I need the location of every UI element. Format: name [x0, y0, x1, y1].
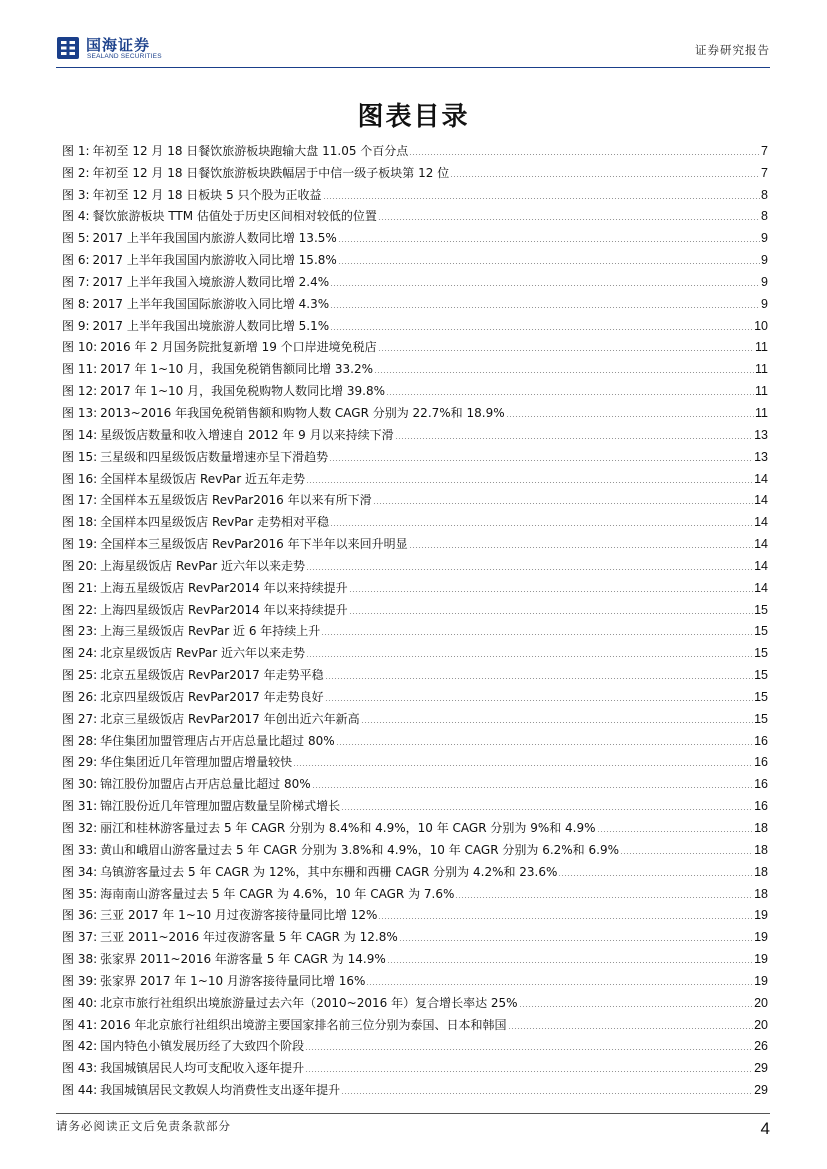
toc-figure-caption: 上海三星级饭店 RevPar 近 6 年持续上升	[100, 624, 321, 639]
toc-page-number: 9	[761, 296, 768, 311]
toc-figure-caption: 上海星级饭店 RevPar 近六年以来走势	[100, 558, 306, 573]
toc-entry[interactable]	[62, 333, 768, 355]
toc-figure-caption: 2017 上半年我国国内旅游人数同比增 13.5%	[92, 231, 337, 246]
toc-entry[interactable]	[62, 791, 768, 813]
toc-dot-leader	[325, 678, 754, 679]
toc-entry[interactable]	[62, 245, 768, 267]
toc-page-number: 26	[754, 1039, 768, 1054]
toc-page-number: 18	[754, 864, 768, 879]
toc-dot-leader	[620, 853, 753, 854]
toc-figure-label: 图 27:	[62, 711, 98, 726]
toc-entry[interactable]	[62, 901, 768, 923]
toc-dot-leader	[336, 744, 753, 745]
toc-entry[interactable]	[62, 529, 768, 551]
toc-dot-leader	[349, 591, 754, 592]
toc-entry[interactable]	[62, 289, 768, 311]
toc-entry[interactable]	[62, 704, 768, 726]
toc-figure-caption: 三星级和四星级饭店数量增速亦呈下滑趋势	[100, 449, 329, 464]
toc-dot-leader	[399, 940, 753, 941]
toc-entry[interactable]	[62, 988, 768, 1010]
toc-page-number: 19	[754, 930, 768, 945]
toc-figure-label: 图 43:	[62, 1061, 98, 1076]
toc-page-number: 7	[761, 143, 768, 158]
toc-entry[interactable]	[62, 223, 768, 245]
toc-entry[interactable]	[62, 158, 768, 180]
toc-figure-label: 图 42:	[62, 1039, 98, 1054]
logo-text-en: SEALAND SECURITIES	[87, 53, 162, 60]
toc-entry[interactable]	[62, 769, 768, 791]
toc-dot-leader	[409, 547, 754, 548]
toc-entry[interactable]	[62, 660, 768, 682]
toc-dot-leader	[338, 241, 760, 242]
toc-entry[interactable]	[62, 180, 768, 202]
toc-figure-caption: 海南南山游客量过去 5 年 CAGR 为 4.6%，10 年 CAGR 为 7.6%	[100, 886, 455, 901]
toc-page-number: 10	[754, 318, 768, 333]
toc-dot-leader	[330, 329, 753, 330]
page-title: 图表目录	[357, 102, 470, 132]
toc-entry[interactable]	[62, 595, 768, 617]
toc-figure-label: 图 30:	[62, 777, 98, 792]
toc-page-number: 15	[754, 602, 768, 617]
toc-figure-caption: 2013~2016 年我国免税销售额和购物人数 CAGR 分别为 22.7%和 18.9%	[100, 405, 505, 420]
toc-page-number: 19	[754, 908, 768, 923]
toc-dot-leader	[373, 503, 754, 504]
toc-page-number: 8	[761, 187, 768, 202]
toc-page-number: 20	[754, 995, 768, 1010]
toc-entry[interactable]	[62, 748, 768, 770]
toc-dot-leader	[306, 569, 753, 570]
toc-page-number: 9	[761, 253, 768, 268]
toc-figure-caption: 华住集团近几年管理加盟店增量较快	[100, 755, 293, 770]
toc-figure-label: 图 37:	[62, 930, 98, 945]
toc-figure-label: 图 15:	[62, 449, 98, 464]
report-type-label: 证券研究报告	[695, 43, 770, 57]
logo-text-cn: 国海证券	[86, 36, 151, 54]
toc-entry[interactable]	[62, 464, 768, 486]
toc-figure-label: 图 18:	[62, 515, 98, 530]
toc-figure-label: 图 10:	[62, 340, 98, 355]
toc-figure-caption: 年初至 12 月 18 日餐饮旅游板块跑输大盘 11.05 个百分点	[92, 143, 409, 158]
toc-figure-caption: 乌镇游客量过去 5 年 CAGR 为 12%，其中东栅和西栅 CAGR 分别为 4.2%和 23.6%	[100, 864, 558, 879]
toc-page-number: 15	[754, 668, 768, 683]
toc-figure-caption: 三亚 2011~2016 年过夜游客量 5 年 CAGR 为 12.8%	[100, 930, 398, 945]
toc-page-number: 9	[761, 274, 768, 289]
toc-figure-caption: 2017 上半年我国国际旅游收入同比增 4.3%	[92, 296, 330, 311]
toc-figure-caption: 丽江和桂林游客量过去 5 年 CAGR 分别为 8.4%和 4.9%，10 年 CAGR 分别为 9%和 4.9%	[100, 821, 596, 835]
toc-dot-leader	[361, 722, 754, 723]
toc-figure-caption: 年初至 12 月 18 日餐饮旅游板块跌幅居于中信一级子板块第 12 位	[92, 165, 450, 180]
toc-dot-leader	[387, 962, 753, 963]
toc-dot-leader	[519, 1006, 754, 1007]
toc-figure-caption: 张家界 2017 年 1~10 月游客接待量同比增 16%	[100, 973, 366, 988]
toc-entry[interactable]	[62, 1053, 768, 1075]
toc-page-number: 19	[754, 952, 768, 967]
toc-dot-leader	[378, 350, 754, 351]
toc-entry[interactable]	[62, 376, 768, 398]
toc-figure-label: 图 14:	[62, 427, 98, 442]
toc-figure-caption: 上海五星级饭店 RevPar2014 年以来持续提升	[100, 580, 348, 595]
toc-page-number: 14	[754, 493, 768, 508]
toc-dot-leader	[450, 176, 760, 177]
page-number: 4	[760, 1119, 770, 1138]
toc-figure-caption: 北京市旅行社组织出境旅游量过去六年（2010~2016 年）复合增长率达 25%	[100, 995, 518, 1010]
toc-figure-caption: 三亚 2017 年 1~10 月过夜游客接待量同比增 12%	[100, 908, 378, 923]
toc-page-number: 8	[761, 209, 768, 224]
toc-dot-leader	[329, 460, 753, 461]
toc-figure-caption: 华住集团加盟管理店占开店总量比超过 80%	[100, 733, 335, 748]
toc-figure-label: 图 34:	[62, 864, 98, 879]
toc-entry[interactable]	[62, 682, 768, 704]
toc-dot-leader	[330, 307, 760, 308]
toc-page-number: 13	[754, 449, 768, 464]
toc-dot-leader	[349, 613, 754, 614]
toc-entry[interactable]	[62, 1032, 768, 1054]
toc-page-number: 16	[754, 733, 768, 748]
toc-figure-label: 图 21:	[62, 580, 98, 595]
toc-page-number: 11	[755, 362, 768, 377]
toc-dot-leader	[508, 1028, 754, 1029]
toc-figure-caption: 北京三星级饭店 RevPar2017 年创出近六年新高	[100, 711, 360, 726]
toc-figure-caption: 锦江股份近几年管理加盟店数量呈阶梯式增长	[100, 799, 341, 814]
toc-page-number: 18	[754, 842, 768, 857]
toc-figure-label: 图 22:	[62, 602, 98, 617]
toc-entry[interactable]	[62, 944, 768, 966]
toc-figure-label: 图 1:	[62, 143, 90, 158]
toc-dot-leader	[506, 416, 754, 417]
toc-figure-caption: 餐饮旅游板块 TTM 估值处于历史区间相对较低的位置	[92, 209, 377, 224]
toc-page-number: 18	[754, 821, 768, 835]
toc-dot-leader	[305, 1049, 753, 1050]
toc-figure-caption: 年初至 12 月 18 日板块 5 只个股为正收益	[92, 187, 322, 202]
toc-entry[interactable]	[62, 922, 768, 944]
toc-entry[interactable]	[62, 420, 768, 442]
toc-figure-label: 图 23:	[62, 624, 98, 639]
toc-figure-label: 图 32:	[62, 821, 98, 835]
toc-page-number: 15	[754, 689, 768, 704]
toc-entry[interactable]	[62, 835, 768, 857]
toc-page-number: 15	[754, 646, 768, 661]
toc-figure-caption: 北京五星级饭店 RevPar2017 年走势平稳	[100, 668, 324, 683]
toc-dot-leader	[558, 875, 753, 876]
toc-page-number: 29	[754, 1061, 768, 1076]
toc-entry[interactable]	[62, 638, 768, 660]
toc-dot-leader	[386, 394, 754, 395]
toc-figure-label: 图 6:	[62, 253, 90, 268]
toc-dot-leader	[455, 897, 753, 898]
brand-logo	[56, 34, 216, 64]
toc-figure-label: 图 12:	[62, 384, 98, 399]
toc-page-number: 13	[754, 427, 768, 442]
toc-figure-caption: 张家界 2011~2016 年游客量 5 年 CAGR 为 14.9%	[100, 952, 386, 967]
toc-figure-label: 图 33:	[62, 842, 98, 857]
toc-entry[interactable]	[62, 486, 768, 508]
toc-entry[interactable]	[62, 354, 768, 376]
toc-entry[interactable]	[62, 398, 768, 420]
toc-figure-label: 图 28:	[62, 733, 98, 748]
toc-figure-caption: 黄山和峨眉山游客量过去 5 年 CAGR 分别为 3.8%和 4.9%，10 年 CAGR 分别为 6.2%和 6.9%	[100, 842, 619, 857]
toc-figure-caption: 2017 上半年我国入境旅游人数同比增 2.4%	[92, 274, 330, 289]
toc-figure-label: 图 13:	[62, 405, 98, 420]
toc-figure-caption: 全国样本四星级饭店 RevPar 走势相对平稳	[100, 515, 330, 530]
toc-page-number: 18	[754, 886, 768, 901]
footer-disclaimer: 请务必阅读正文后免责条款部分	[56, 1119, 231, 1133]
toc-figure-label: 图 5:	[62, 231, 90, 246]
toc-page-number: 9	[761, 231, 768, 246]
toc-figure-label: 图 44:	[62, 1083, 98, 1098]
toc-page-number: 29	[754, 1083, 768, 1098]
toc-dot-leader	[409, 154, 760, 155]
toc-page-number: 11	[755, 384, 768, 399]
toc-figure-caption: 锦江股份加盟店占开店总量比超过 80%	[100, 777, 311, 792]
toc-figure-label: 图 31:	[62, 799, 98, 814]
sealand-logo-icon	[56, 36, 80, 60]
toc-entry[interactable]	[62, 507, 768, 529]
toc-figure-label: 图 8:	[62, 296, 90, 311]
toc-dot-leader	[341, 809, 753, 810]
toc-dot-leader	[325, 700, 754, 701]
toc-entry[interactable]	[62, 1010, 768, 1032]
toc-dot-leader	[374, 372, 754, 373]
toc-dot-leader	[293, 765, 753, 766]
toc-page-number: 7	[761, 165, 768, 180]
toc-figure-label: 图 17:	[62, 493, 98, 508]
toc-page-number: 14	[754, 580, 768, 595]
toc-entry[interactable]	[62, 1075, 768, 1097]
toc-dot-leader	[378, 918, 753, 919]
toc-figure-caption: 全国样本五星级饭店 RevPar2016 年以来有所下滑	[100, 493, 372, 508]
toc-dot-leader	[378, 219, 760, 220]
toc-dot-leader	[306, 656, 753, 657]
toc-page-number: 15	[754, 711, 768, 726]
toc-figure-caption: 2016 年北京旅行社组织出境游主要国家排名前三位分别为泰国、日本和韩国	[100, 1017, 507, 1032]
toc-figure-label: 图 26:	[62, 689, 98, 704]
toc-figure-label: 图 41:	[62, 1017, 98, 1032]
toc-figure-label: 图 38:	[62, 952, 98, 967]
toc-dot-leader	[597, 831, 754, 832]
toc-page-number: 11	[755, 340, 768, 355]
toc-page-number: 14	[754, 558, 768, 573]
toc-figure-label: 图 3:	[62, 187, 90, 202]
toc-page-number: 14	[754, 537, 768, 552]
toc-figure-label: 图 11:	[62, 362, 98, 377]
toc-entry[interactable]	[62, 573, 768, 595]
toc-figure-label: 图 16:	[62, 471, 98, 486]
toc-figure-label: 图 40:	[62, 995, 98, 1010]
toc-figure-caption: 北京四星级饭店 RevPar2017 年走势良好	[100, 689, 324, 704]
toc-figure-label: 图 4:	[62, 209, 90, 224]
toc-figure-label: 图 9:	[62, 318, 90, 333]
toc-figure-label: 图 36:	[62, 908, 98, 923]
toc-page-number: 16	[754, 777, 768, 792]
toc-entry[interactable]	[62, 442, 768, 464]
toc-figure-caption: 北京星级饭店 RevPar 近六年以来走势	[100, 646, 306, 661]
toc-entry[interactable]	[62, 267, 768, 289]
toc-figure-caption: 2017 上半年我国出境旅游人数同比增 5.1%	[92, 318, 330, 333]
toc-page-number: 20	[754, 1017, 768, 1032]
toc-dot-leader	[306, 482, 753, 483]
toc-figure-label: 图 25:	[62, 668, 98, 683]
toc-entry[interactable]	[62, 813, 768, 835]
header-divider	[56, 67, 770, 68]
toc-dot-leader	[395, 438, 754, 439]
toc-figure-label: 图 39:	[62, 973, 98, 988]
toc-page-number: 19	[754, 973, 768, 988]
toc-dot-leader	[341, 1093, 753, 1094]
toc-figure-label: 图 20:	[62, 558, 98, 573]
toc-figure-caption: 2017 上半年我国国内旅游收入同比增 15.8%	[92, 253, 337, 268]
toc-page-number: 11	[755, 405, 768, 420]
figure-list	[62, 136, 768, 1097]
toc-figure-label: 图 29:	[62, 755, 98, 770]
toc-figure-label: 图 19:	[62, 537, 98, 552]
toc-figure-caption: 我国城镇居民人均可支配收入逐年提升	[100, 1061, 305, 1076]
toc-figure-caption: 星级饭店数量和收入增速自 2012 年 9 月以来持续下滑	[100, 427, 394, 442]
toc-entry[interactable]	[62, 857, 768, 879]
toc-dot-leader	[312, 787, 753, 788]
toc-dot-leader	[366, 984, 753, 985]
toc-figure-caption: 2017 年 1~10 月，我国免税销售额同比增 33.2%	[100, 362, 374, 377]
toc-dot-leader	[321, 634, 753, 635]
toc-page-number: 16	[754, 755, 768, 770]
toc-figure-label: 图 35:	[62, 886, 98, 901]
toc-dot-leader	[330, 525, 753, 526]
toc-page-number: 14	[754, 515, 768, 530]
toc-entry[interactable]	[62, 136, 768, 158]
toc-figure-label: 图 2:	[62, 165, 90, 180]
toc-figure-caption: 我国城镇居民文教娱人均消费性支出逐年提升	[100, 1083, 341, 1098]
toc-entry[interactable]	[62, 311, 768, 333]
toc-entry[interactable]	[62, 551, 768, 573]
toc-dot-leader	[323, 198, 760, 199]
toc-figure-caption: 全国样本三星级饭店 RevPar2016 年下半年以来回升明显	[100, 537, 408, 552]
toc-entry[interactable]	[62, 726, 768, 748]
footer-divider	[56, 1113, 770, 1114]
toc-entry[interactable]	[62, 617, 768, 639]
toc-figure-label: 图 24:	[62, 646, 98, 661]
toc-page-number: 15	[754, 624, 768, 639]
toc-figure-label: 图 7:	[62, 274, 90, 289]
toc-entry[interactable]	[62, 202, 768, 224]
toc-figure-caption: 2016 年 2 月国务院批复新增 19 个口岸进境免税店	[100, 340, 377, 355]
toc-dot-leader	[330, 285, 760, 286]
toc-page-number: 14	[754, 471, 768, 486]
toc-dot-leader	[338, 263, 760, 264]
toc-dot-leader	[305, 1071, 753, 1072]
toc-figure-caption: 2017 年 1~10 月，我国免税购物人数同比增 39.8%	[100, 384, 386, 399]
toc-page-number: 16	[754, 799, 768, 814]
toc-figure-caption: 上海四星级饭店 RevPar2014 年以来持续提升	[100, 602, 348, 617]
toc-entry[interactable]	[62, 966, 768, 988]
toc-figure-caption: 国内特色小镇发展历经了大致四个阶段	[100, 1039, 305, 1054]
page-header	[56, 30, 770, 66]
toc-figure-caption: 全国样本星级饭店 RevPar 近五年走势	[100, 471, 306, 486]
toc-entry[interactable]	[62, 879, 768, 901]
